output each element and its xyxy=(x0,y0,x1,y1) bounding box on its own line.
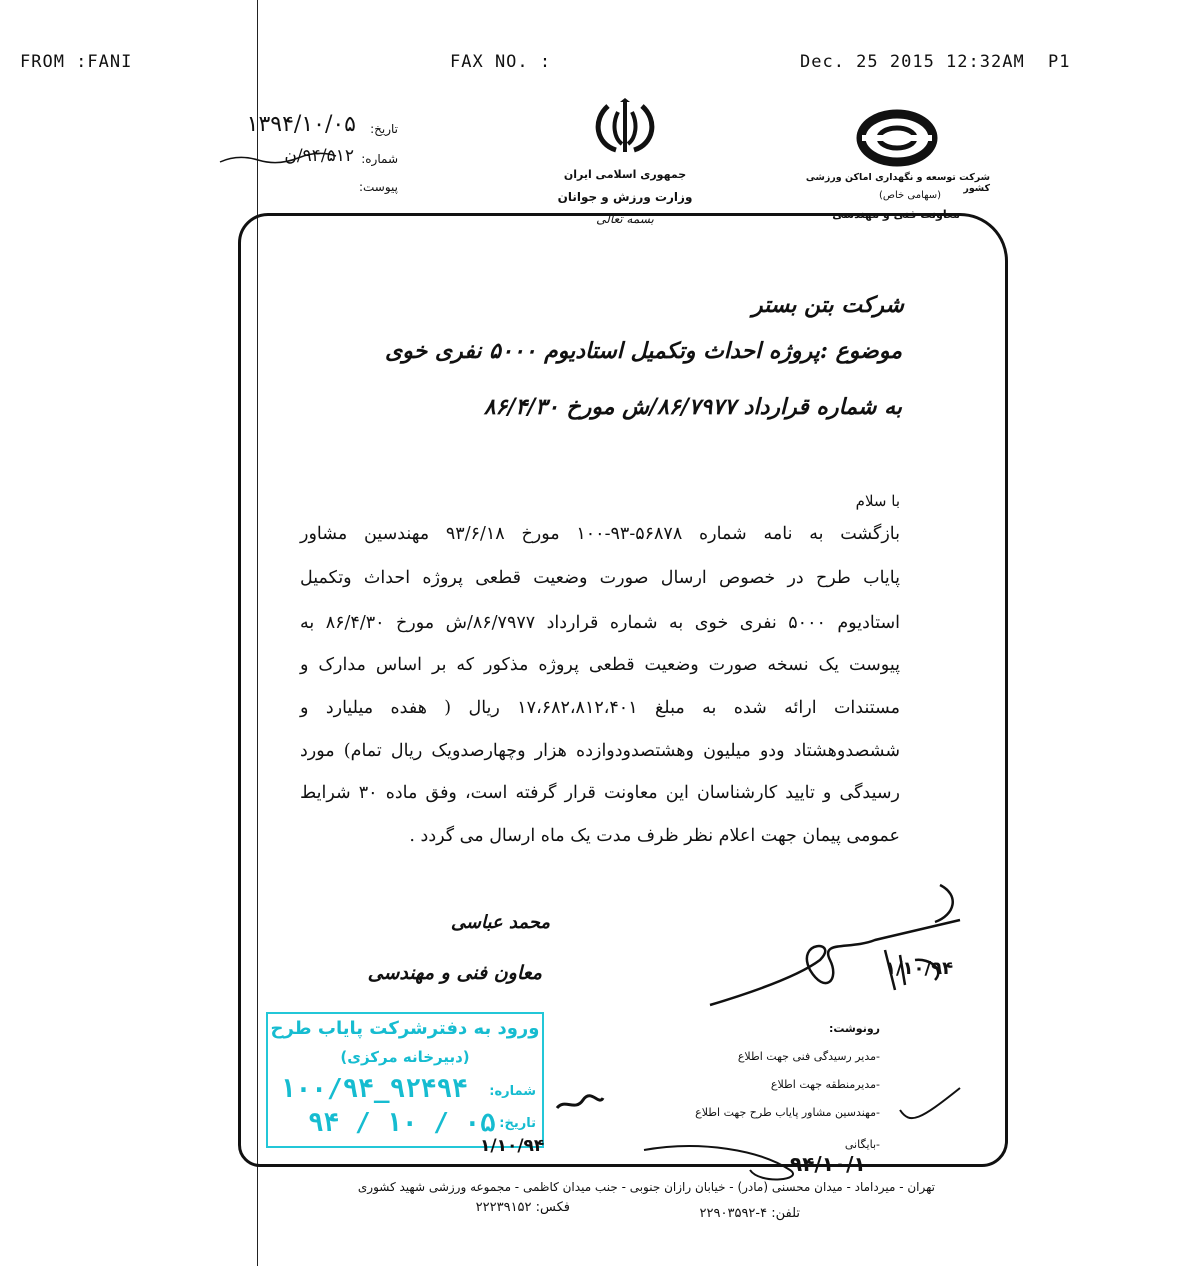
fax-from: FROM :FANI xyxy=(20,52,133,72)
stamp-number-label: شماره: xyxy=(489,1084,536,1099)
footer-fax: فکس: ۲۲۲۳۹۱۵۲ xyxy=(475,1200,570,1215)
received-stamp xyxy=(266,1012,544,1148)
footer-phone: تلفن: ۴-۲۲۹۰۳۵۹۲ xyxy=(699,1206,800,1221)
company-name: شرکت توسعه و نگهداری اماکن ورزشی کشور xyxy=(805,172,990,194)
number-underline-scribble xyxy=(218,148,338,170)
number-value: ۹۴/۵۱۲/ن xyxy=(284,146,354,166)
date-label: تاریخ: xyxy=(370,122,398,136)
reference-block xyxy=(228,112,398,198)
footer-address: تهران - میرداماد - میدان محسنی (مادر) - خیابان رازان جنوبی - جنب میدان کاظمی - مجموعه ورزشی شهید کشوری xyxy=(357,1180,935,1194)
stamp-subtitle: (دبیرخانه مرکزی) xyxy=(340,1048,470,1066)
fax-datetime: Dec. 25 2015 12:32AM xyxy=(800,52,1025,72)
body-line-last: عمومی پیمان جهت اعلام نظر ظرف مدت یک ماه ارسال می گردد . xyxy=(409,826,900,846)
iran-emblem-icon xyxy=(590,98,660,160)
cc-item: -مدیر رسیدگی فنی جهت اطلاع xyxy=(737,1050,880,1063)
greeting: با سلام xyxy=(855,492,900,510)
company-type: (سهامی خاص) xyxy=(878,190,942,201)
handwritten-note: ۱/۱۰/۹۴ xyxy=(480,1136,545,1156)
fax-number: FAX NO. : xyxy=(450,52,552,72)
company-department: معاونت فنی و مهندسی xyxy=(832,208,960,221)
subject-line-1: موضوع :پروژه احداث وتکمیل استادیوم ۵۰۰۰ نفری خوی xyxy=(385,338,902,364)
company-logo-icon xyxy=(856,108,938,168)
signer-name: محمد عباسی xyxy=(450,912,550,933)
body-line: بازگشت به نامه شماره ۵۶۸۷۸-۹۳-۱۰۰ مورخ ۹۳/۶/۱۸ مهندسین مشاور xyxy=(300,524,900,544)
date-value: ۱۳۹۴/۱۰/۰۵ xyxy=(246,112,356,137)
body-line: مستندات ارائه شده به مبلغ ۱۷،۶۸۲،۸۱۲،۴۰۱ ریال ( هفده میلیارد و xyxy=(300,698,901,718)
body-line: ششصدوهشتاد ودو میلیون وهشتصدودوازده هزار وچهارصدویک ریال تمام) مورد xyxy=(300,741,900,761)
ministry-name: وزارت ورزش و جوانان xyxy=(557,190,693,204)
fax-page: P1 xyxy=(1048,52,1071,72)
number-label: شماره: xyxy=(361,152,398,166)
stamp-date-value: ۹۴ / ۱۰ / ۰۵ xyxy=(308,1108,496,1138)
body-line: پیوست یک نسخه صورت وضعیت قطعی پروژه مذکور که بر اساس مدارک و xyxy=(300,655,900,675)
stamp-title: ورود به دفترشرکت پایاب طرح xyxy=(270,1018,540,1039)
handwritten-signature-date: ۱/۱۰/۹۴ xyxy=(885,958,954,979)
body-line: رسیدگی و تایید کارشناسان این معاونت قرار گرفته است، وفق ماده ۳۰ شرایط xyxy=(300,783,900,803)
stamp-number-value: ۱۰۰/۹۴_۹۲۴۹۴ xyxy=(280,1074,468,1104)
handwritten-note: ۹۴/۱۰/۱ xyxy=(790,1152,866,1176)
addressee: شرکت بتن بستر xyxy=(751,292,904,318)
attachment-label: پیوست: xyxy=(358,180,398,194)
cc-item: -بایگانی xyxy=(844,1138,880,1151)
check-mark-scribble xyxy=(895,1080,965,1130)
stamp-date-label: تاریخ: xyxy=(499,1116,536,1131)
scribble-mark xyxy=(555,1088,605,1118)
subject-line-2: به شماره قرارداد ۸۶/۷۹۷۷/ش مورخ ۸۶/۴/۳۰ xyxy=(483,394,902,420)
basmala: بسمه تعالی xyxy=(596,212,654,226)
signer-title: معاون فنی و مهندسی xyxy=(367,962,542,984)
body-line: پایاب طرح در خصوص ارسال صورت وضعیت قطعی پروژه احداث وتکمیل xyxy=(300,568,900,588)
handwritten-signature xyxy=(700,880,980,1020)
ministry-country: جمهوری اسلامی ایران xyxy=(563,168,687,181)
body-line: استادیوم ۵۰۰۰ نفری خوی به شماره قرارداد ۸۶/۷۹۷۷/ش مورخ ۸۶/۴/۳۰ به xyxy=(300,613,901,633)
cc-item: -مدیرمنطقه جهت اطلاع xyxy=(770,1078,880,1091)
cc-item: -مهندسین مشاور پایاب طرح جهت اطلاع xyxy=(695,1106,880,1119)
cc-label: رونوشت: xyxy=(828,1022,880,1035)
